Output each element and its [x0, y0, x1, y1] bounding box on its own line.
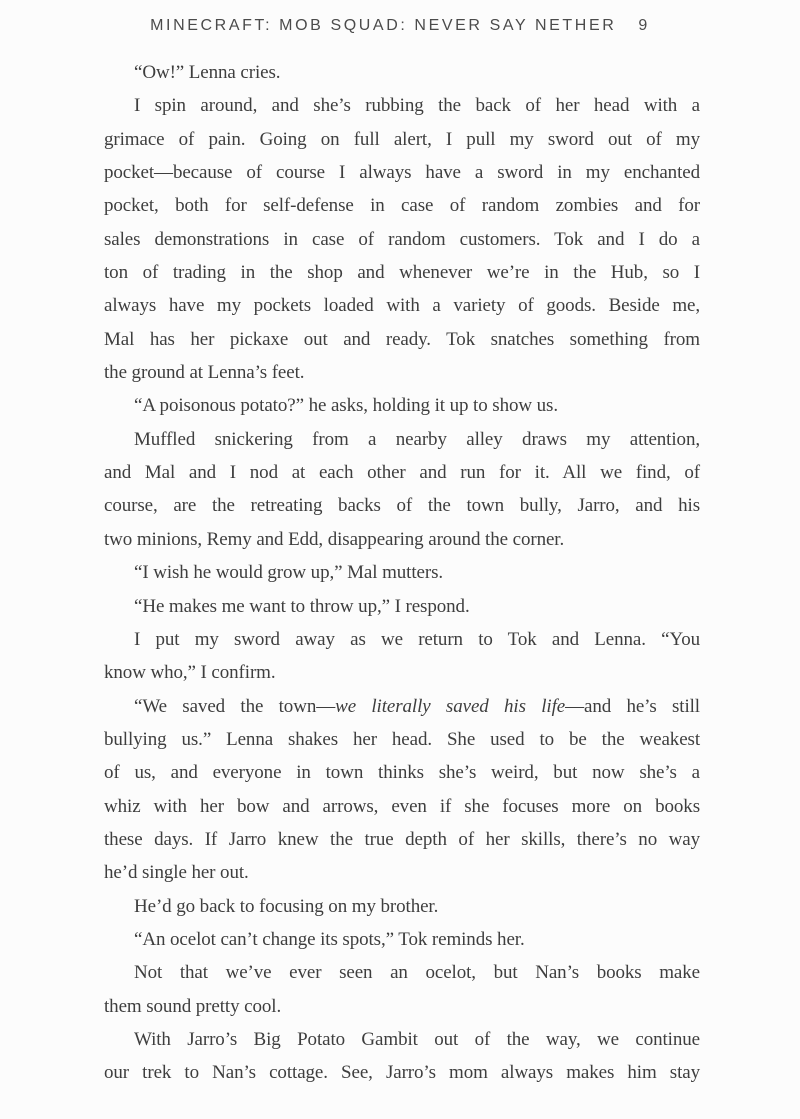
paragraphs: [104, 56, 700, 1090]
text-line: he’d single her out.: [104, 862, 249, 884]
text-line: I put my sword away as we return to Tok and Lenna. “You: [134, 628, 700, 650]
text-line: I spin around, and she’s rubbing the back of her head with a: [134, 95, 700, 117]
page-number: 9: [638, 17, 650, 34]
text-line: the ground at Lenna’s feet.: [104, 362, 305, 384]
text-line: “An ocelot can’t change its spots,” Tok reminds her.: [134, 928, 525, 950]
text-line: ton of trading in the shop and whenever we’re in the Hub, so I: [104, 262, 700, 284]
text-line: pocket, both for self-defense in case of random zombies and for: [104, 195, 700, 217]
text-line: “Ow!” Lenna cries.: [134, 62, 281, 83]
book-title: MINECRAFT: MOB SQUAD: NEVER SAY NETHER: [150, 17, 617, 34]
text-line: grimace of pain. Going on full alert, I pull my sword out of my: [104, 128, 700, 150]
text-line: “I wish he would grow up,” Mal mutters.: [134, 562, 444, 584]
text-line: whiz with her bow and arrows, even if she focuses more on books: [104, 795, 700, 817]
text-line: bullying us.” Lenna shakes her head. She used to be the weakest: [104, 728, 700, 750]
text-line: Not that we’ve ever seen an ocelot, but Nan’s books make: [134, 962, 700, 984]
text-line: Muffled snickering from a nearby alley draws my attention,: [134, 428, 700, 450]
text-line: and Mal and I nod at each other and run for it. All we find, of: [104, 462, 700, 484]
text-line: them sound pretty cool.: [104, 995, 282, 1017]
text-line: He’d go back to focusing on my brother.: [134, 895, 439, 917]
text-line: sales demonstrations in case of random customers. Tok and I do a: [104, 228, 700, 250]
text-line: “He makes me want to throw up,” I respond.: [134, 595, 470, 617]
text-line: “A poisonous potato?” he asks, holding it up to show us.: [134, 395, 558, 417]
text-line: our trek to Nan’s cottage. See, Jarro’s mom always makes him stay: [104, 1062, 700, 1084]
text-line: always have my pockets loaded with a variety of goods. Beside me,: [104, 295, 700, 317]
text-line: these days. If Jarro knew the true depth of her skills, there’s no way: [104, 828, 700, 850]
text-line: know who,” I confirm.: [104, 662, 276, 684]
text-line: “We saved the town—we literally saved his life—and he’s still: [134, 695, 700, 717]
book-page: [104, 56, 700, 1090]
text-line: of us, and everyone in town thinks she’s weird, but now she’s a: [104, 762, 700, 784]
text-line: With Jarro’s Big Potato Gambit out of the way, we continue: [134, 1028, 700, 1050]
text-line: two minions, Remy and Edd, disappearing around the corner.: [104, 528, 565, 550]
text-line: pocket—because of course I always have a sword in my enchanted: [104, 162, 700, 184]
text-line: Mal has her pickaxe out and ready. Tok snatches something from: [104, 328, 700, 350]
text-line: course, are the retreating backs of the town bully, Jarro, and his: [104, 495, 700, 517]
running-header: [0, 17, 800, 35]
